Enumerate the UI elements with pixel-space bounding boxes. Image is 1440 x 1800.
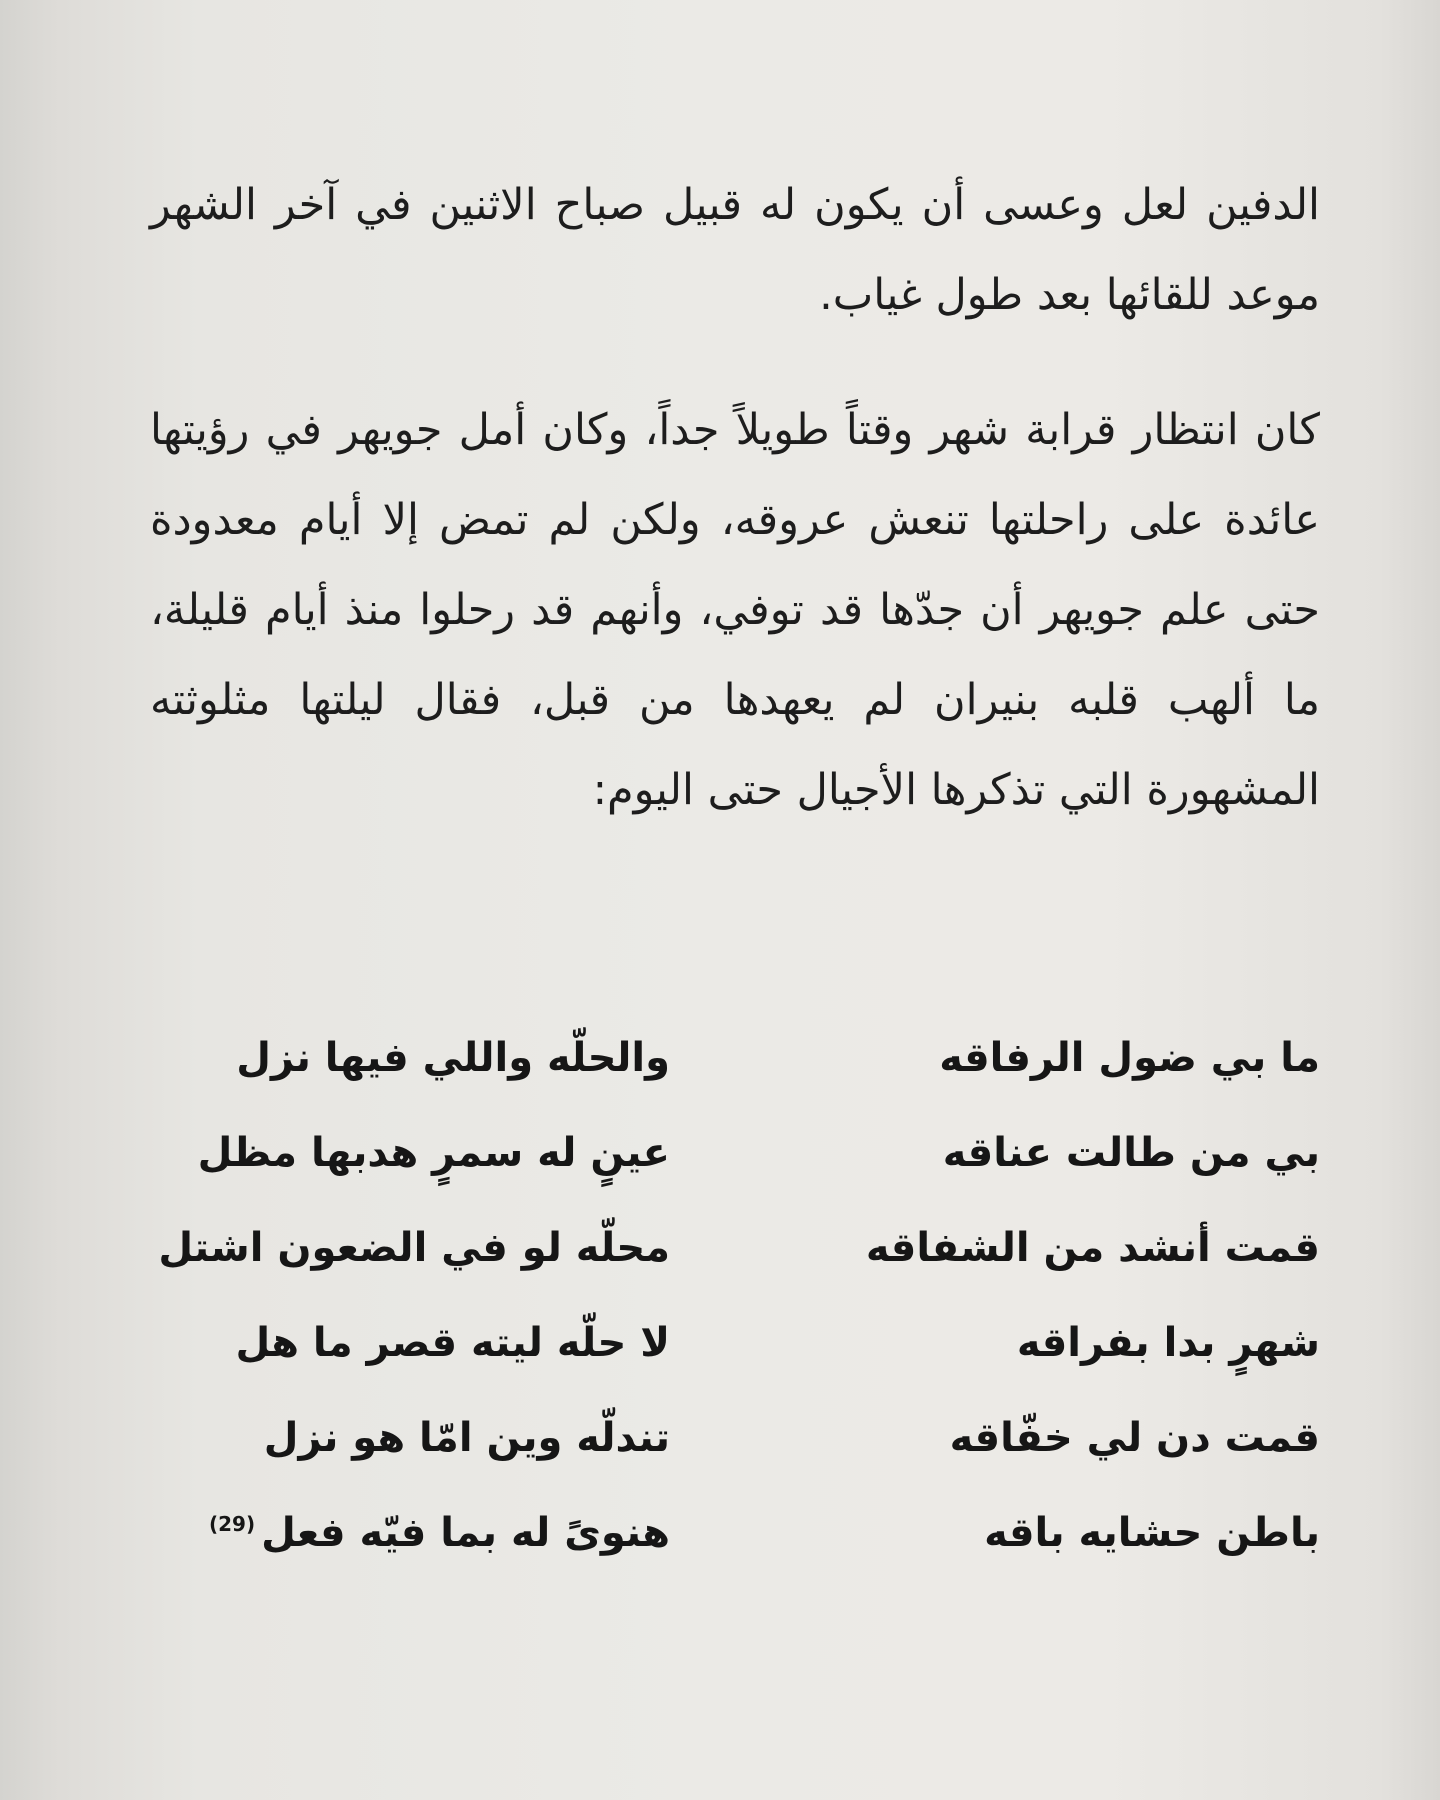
verse-second-hemistich: تندلّه وين امّا هو نزل xyxy=(263,1414,670,1461)
verse-second-hemistich-text: هنوىً له بما فيّه فعل xyxy=(261,1509,670,1556)
verse-second-hemistich xyxy=(150,1510,670,1556)
verse-first-hemistich: شهرٍ بدا بفراقه xyxy=(1016,1319,1320,1366)
poem-verse xyxy=(150,1200,1320,1295)
paragraph-1: الدفين لعل وعسى أن يكون له قبيل صباح الاثنين في آخر الشهر موعد للقائها بعد طول غياب. xyxy=(150,180,1320,320)
poem-verse xyxy=(150,1295,1320,1390)
verse-first-hemistich: بي من طالت عناقه xyxy=(942,1129,1320,1176)
poem xyxy=(150,1010,1320,1580)
poem-verse xyxy=(150,1485,1320,1580)
verse-second-hemistich: محلّه لو في الضعون اشتل xyxy=(158,1224,670,1271)
poem-verse xyxy=(150,1390,1320,1485)
verse-second-hemistich: لا حلّه ليته قصر ما هل xyxy=(235,1319,670,1366)
verse-first-hemistich: ما بي ضول الرفاقه xyxy=(939,1034,1320,1081)
poem-verse xyxy=(150,1010,1320,1105)
paragraph-2: كان انتظار قرابة شهر وقتاً طويلاً جداً، وكان أمل جويهر في رؤيتها عائدة على راحلتها تنعش عروقه، ولكن لم تمض إلا أيام معدودة حتى علم جويهر أن جدّها قد توفي، وأنهم قد رحلوا منذ أيام قليلة، ما ألهب قلبه بنيران لم يعهدها من قبل، فقال ليلتها مثلوثته المشهورة التي تذكرها الأجيال حتى اليوم: xyxy=(150,405,1320,815)
poem-verse xyxy=(150,1105,1320,1200)
verse-first-hemistich: باطن حشايه باقه xyxy=(984,1509,1320,1556)
verse-first-hemistich: قمت دن لي خفّاقه xyxy=(949,1414,1320,1461)
verse-second-hemistich: والحلّه واللي فيها نزل xyxy=(236,1034,670,1081)
footnote-marker: (29) xyxy=(208,1512,256,1537)
verse-first-hemistich: قمت أنشد من الشفاقه xyxy=(865,1224,1320,1271)
verse-second-hemistich: عينٍ له سمرٍ هدبها مظل xyxy=(197,1129,670,1176)
